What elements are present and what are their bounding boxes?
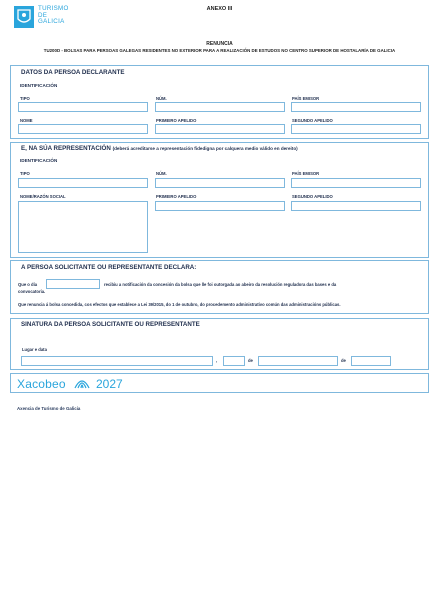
logo-line: GALICIA xyxy=(38,18,65,26)
scallop-shell-icon xyxy=(73,376,91,390)
declaration-convocatoria-text: convocatoria. xyxy=(18,289,46,294)
representative-nomeacion-label: NOME/RAZÓN SOCIAL xyxy=(20,194,66,199)
declarant-tipo-field[interactable] xyxy=(18,102,148,112)
place-field[interactable] xyxy=(21,356,213,366)
representative-pais-field[interactable] xyxy=(291,178,421,188)
declarant-num-field[interactable] xyxy=(155,102,285,112)
declaration-notification-text: recibiu a notificación da concesión da bolsa que lle foi outorgada ao abeiro da resolución reguladora das bases e da xyxy=(104,282,337,287)
comma-separator: , xyxy=(216,358,218,363)
representative-nomeacion-field[interactable] xyxy=(18,201,148,253)
declarant-num-label: NÚM. xyxy=(156,96,167,101)
declarant-tipo-label: TIPO xyxy=(20,96,30,101)
agency-footer: Axencia de Turismo de Galicia xyxy=(17,406,81,411)
declaration-renounce-text: Que renuncia á bolsa concedida, cos efectos que establece a Lei 39/2015, do 1 de outubro, do procedemento administrativo común das administracións públicas. xyxy=(18,302,341,307)
document-title: RENUNCIA xyxy=(206,41,233,47)
de-separator-1: de xyxy=(248,358,253,363)
representative-num-label: NÚM. xyxy=(156,171,167,176)
day-field[interactable] xyxy=(223,356,245,366)
representative-num-field[interactable] xyxy=(155,178,285,188)
representative-section-title xyxy=(21,145,298,152)
declarant-nome-label: NOME xyxy=(20,118,33,123)
representative-tipo-label: TIPO xyxy=(20,171,30,176)
declaration-date-field[interactable] xyxy=(46,279,100,289)
year-field[interactable] xyxy=(351,356,391,366)
representative-note: (deberá acreditarse a representación fidedigna por calquera medio válido en dereito) xyxy=(112,146,298,151)
xacobeo-year: 2027 xyxy=(96,377,123,391)
representative-identification-label: IDENTIFICACIÓN xyxy=(20,158,58,163)
representative-primeiro-field[interactable] xyxy=(155,201,285,211)
de-separator-2: de xyxy=(341,358,346,363)
declarant-identification-label: IDENTIFICACIÓN xyxy=(20,83,58,88)
signature-section-title: SINATURA DA PERSOA SOLICITANTE OU REPRESENTANTE xyxy=(21,321,200,328)
declarant-nome-field[interactable] xyxy=(18,124,148,134)
logo-line: TURISMO xyxy=(38,5,69,12)
place-date-label: Lugar e data xyxy=(22,347,47,352)
declarant-pais-field[interactable] xyxy=(291,102,421,112)
representative-pais-label: PAÍS EMISOR xyxy=(292,171,320,176)
declarant-segundo-label: SEGUNDO APELIDO xyxy=(292,118,333,123)
declarant-pais-label: PAÍS EMISOR xyxy=(292,96,320,101)
representative-title-text: E, NA SÚA REPRESENTACIÓN xyxy=(21,145,111,152)
xacobeo-wordmark: Xacobeo xyxy=(17,377,66,391)
representative-segundo-field[interactable] xyxy=(291,201,421,211)
annex-label: ANEXO III xyxy=(206,6,233,12)
declaration-section-title: A PERSOA SOLICITANTE OU REPRESENTANTE DECLARA: xyxy=(21,264,197,271)
declarant-section-title: DATOS DA PERSOA DECLARANTE xyxy=(21,69,125,76)
declaration-day-prefix: Que o día xyxy=(18,282,38,287)
document-subtitle: TU200D - BOLSAS PARA PERSOAS GALEGAS RESIDENTES NO EXTERIOR PARA A REALIZACIÓN DE ESTUDOS NO CENTRO SUPERIOR DE HOSTALARÍA DE GALICIA xyxy=(43,48,396,53)
month-field[interactable] xyxy=(258,356,338,366)
representative-primeiro-label: PRIMEIRO APELIDO xyxy=(156,194,197,199)
declarant-segundo-field[interactable] xyxy=(291,124,421,134)
logo-line: DE xyxy=(38,11,48,19)
representative-tipo-field[interactable] xyxy=(18,178,148,188)
declarant-primeiro-label: PRIMEIRO APELIDO xyxy=(156,118,197,123)
declarant-primeiro-field[interactable] xyxy=(155,124,285,134)
representative-segundo-label: SEGUNDO APELIDO xyxy=(292,194,333,199)
